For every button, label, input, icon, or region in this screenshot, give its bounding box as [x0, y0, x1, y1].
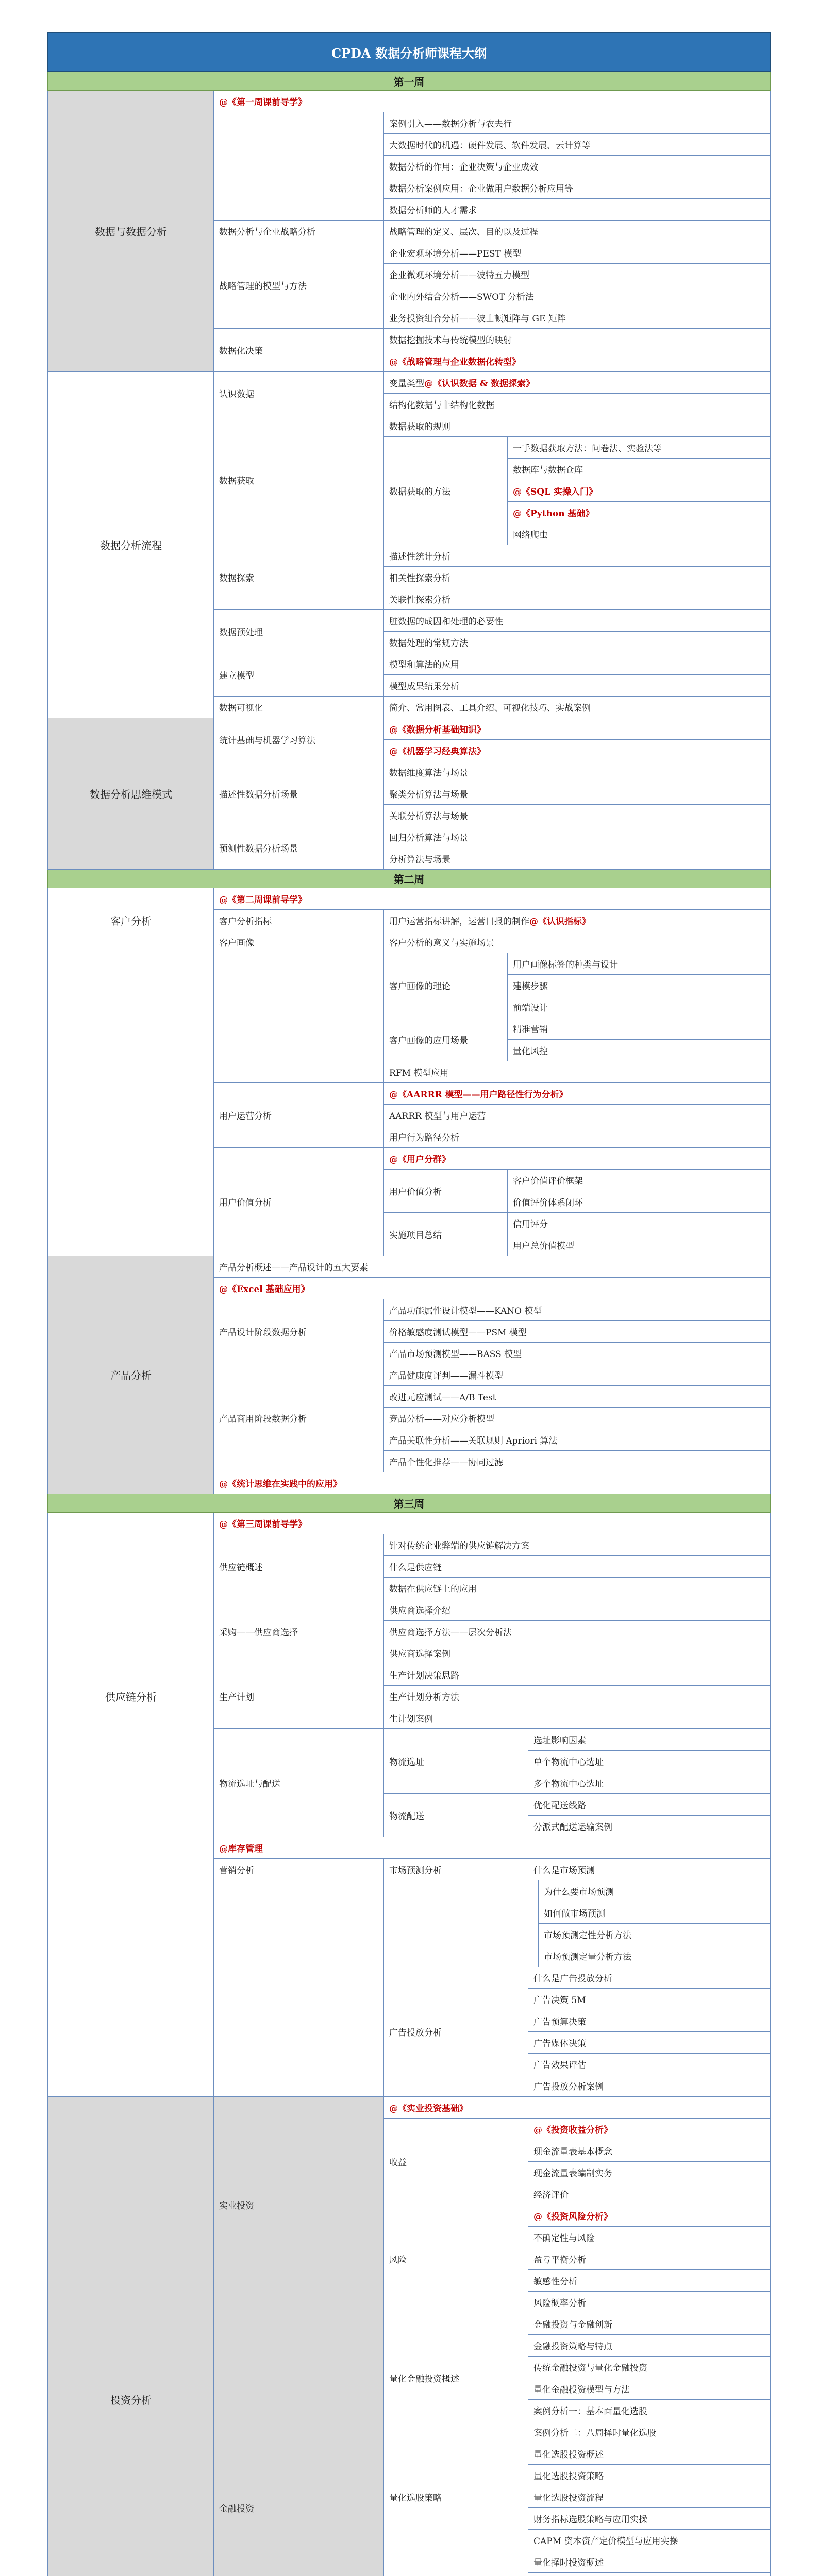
topic-item: 产品健康度评判——漏斗模型	[389, 1371, 503, 1381]
sub-topic: 数据化决策	[214, 329, 384, 372]
topic-item: 价值评价体系闭环	[513, 1198, 583, 1208]
topic-item: 供应商选择方法——层次分析法	[389, 1628, 512, 1638]
sub-topic: 用户运营分析	[214, 1083, 384, 1148]
topic-item: 优化配送线路	[533, 1801, 586, 1811]
method-label: 市场预测分析	[384, 1859, 528, 1880]
sub-topic: 统计基础与机器学习算法	[214, 718, 384, 761]
sub-topic: 采购——供应商选择	[214, 1599, 384, 1664]
sub-topic: 营销分析	[214, 1859, 384, 1880]
topic-item: 数据挖掘技术与传统模型的映射	[389, 335, 512, 346]
course-link: @《AARRR 模型——用户路径性行为分析》	[389, 1090, 568, 1100]
course-link: @《SQL 实操入门》	[513, 487, 597, 497]
sub-topic: 数据探索	[214, 545, 384, 610]
method-label: 广告投放分析	[384, 1967, 528, 2097]
topic-item: 客户价值评价框架	[513, 1176, 583, 1187]
sub-topic: 物流选址与配送	[214, 1729, 384, 1837]
topic-item: 案例分析二：八周择时量化选股	[533, 2428, 656, 2438]
method-label: 收益	[384, 2119, 528, 2205]
topic-item: 产品关联性分析——关联规则 Apriori 算法	[389, 1436, 558, 1446]
method-label: 量化金融投资概述	[384, 2313, 528, 2443]
topic-item: 业务投资组合分析——波士顿矩阵与 GE 矩阵	[389, 314, 566, 324]
topic-item: 产品功能属性设计模型——KANO 模型	[389, 1306, 542, 1316]
sub-topic: 实业投资	[214, 2097, 384, 2313]
topic-item: 竞品分析——对应分析模型	[389, 1414, 494, 1425]
topic-item: 数据在供应链上的应用	[389, 1584, 477, 1595]
topic-item: 如何做市场预测	[544, 1909, 605, 1919]
topic-item: 供应商选择案例	[389, 1649, 450, 1659]
topic-item: 单个物流中心选址	[533, 1757, 604, 1768]
topic-item: 多个物流中心选址	[533, 1779, 604, 1789]
topic-item	[384, 910, 770, 931]
topic-item: 简介、常用图表、工具介绍、可视化技巧、实战案例	[389, 703, 591, 714]
topic-item: 关联性探索分析	[389, 595, 450, 605]
topic-item: 一手数据获取方法：问卷法、实验法等	[513, 444, 662, 454]
page-title: CPDA 数据分析师课程大纲	[47, 32, 771, 72]
method-label: 客户画像的应用场景	[384, 1018, 508, 1061]
sub-topic: 产品商用阶段数据分析	[214, 1364, 384, 1472]
week-header: 第一周	[47, 72, 771, 91]
topic-item: 生产计划决策思路	[389, 1671, 459, 1681]
topic-item: 企业宏观环境分析——PEST 模型	[389, 249, 522, 259]
sub-topic: 客户画像	[214, 931, 384, 953]
topic-item: 数据分析师的人才需求	[389, 206, 477, 216]
topic-item: 数据分析的作用：企业决策与企业成效	[389, 162, 538, 173]
method-label: 客户画像的理论	[384, 953, 508, 1018]
module-spacer	[48, 1880, 214, 2097]
topic-item: 用户总价值模型	[513, 1241, 574, 1251]
guide-link: @《第一周课前导学》	[219, 97, 307, 108]
week-header: 第三周	[47, 1494, 771, 1513]
module-block	[47, 1513, 771, 1880]
topic-item: 数据处理的常规方法	[389, 638, 468, 649]
course-link: @《投资收益分析》	[533, 2125, 612, 2136]
topic-item: 金融投资策略与特点	[533, 2342, 612, 2352]
topic-item: 相关性探索分析	[389, 573, 450, 584]
topic-item: 模型成果结果分析	[389, 682, 459, 692]
week-header: 第二周	[47, 870, 771, 888]
topic-item: 模型和算法的应用	[389, 660, 459, 670]
course-link: @《机器学习经典算法》	[389, 747, 486, 757]
course-link: @《认识数据 & 数据探索》	[424, 379, 535, 389]
sub-topic: 数据可视化	[214, 697, 384, 718]
topic-item: 广告投放分析案例	[533, 2082, 604, 2092]
topic-item: 量化风控	[513, 1046, 548, 1057]
topic-item: 企业内外结合分析——SWOT 分析法	[389, 292, 534, 302]
module-spacer	[48, 953, 214, 1256]
sub-topic: 生产计划	[214, 1664, 384, 1729]
sub-topic	[214, 112, 384, 221]
topic-item: 数据库与数据仓库	[513, 465, 583, 476]
course-link: @库存管理	[219, 1844, 263, 1854]
topic-item: AARRR 模型与用户运营	[389, 1111, 486, 1122]
course-link: @《认识指标》	[529, 917, 591, 927]
topic-item: 关联分析算法与场景	[389, 811, 468, 822]
method-label: 物流选址	[384, 1729, 528, 1794]
topic-item: 经济评价	[533, 2190, 569, 2200]
topic-item: 分派式配送运输案例	[533, 1822, 612, 1833]
topic-item: 财务指标选股策略与应用实操	[533, 2515, 647, 2525]
topic-item: 量化金融投资模型与方法	[533, 2385, 630, 2395]
topic-item: 精准营销	[513, 1025, 548, 1035]
module-block	[47, 888, 771, 953]
topic-item: 不确定性与风险	[533, 2233, 595, 2244]
module-title: 产品分析	[48, 1256, 214, 1494]
topic-item: 量化选股投资流程	[533, 2493, 604, 2503]
topic-item: 现金流量表基本概念	[533, 2147, 612, 2157]
topic-item: 量化选股投资策略	[533, 2471, 604, 2482]
topic-item: 为什么要市场预测	[544, 1887, 614, 1897]
sub-topic: 预测性数据分析场景	[214, 826, 384, 870]
module-title: 数据分析流程	[48, 372, 214, 718]
module-title: 数据分析思维模式	[48, 718, 214, 870]
course-link: @《数据分析基础知识》	[389, 725, 486, 735]
course-link: @《统计思维在实践中的应用》	[219, 1479, 342, 1489]
topic-item: 聚类分析算法与场景	[389, 790, 468, 800]
module-block	[47, 1256, 771, 1494]
module-block	[47, 372, 771, 718]
sub-topic: 描述性数据分析场景	[214, 761, 384, 826]
topic-item: 建模步骤	[513, 981, 548, 992]
item-text: 用户运营指标讲解，运营日报的制作	[389, 917, 529, 927]
module-title: 供应链分析	[48, 1513, 214, 1880]
topic-item: 回归分析算法与场景	[389, 833, 468, 843]
topic-item: 广告媒体决策	[533, 2039, 586, 2049]
topic-item: 大数据时代的机遇：硬件发展、软件发展、云计算等	[389, 141, 591, 151]
topic-item: 数据获取的规则	[389, 422, 450, 432]
course-link: @《战略管理与企业数据化转型》	[389, 357, 521, 367]
method-label: 数据获取的方法	[384, 437, 508, 545]
topic-item: 客户分析的意义与实施场景	[389, 938, 494, 948]
topic-item: 什么是供应链	[389, 1563, 442, 1573]
topic-item: 企业微观环境分析——波特五力模型	[389, 270, 529, 281]
module-title: 投资分析	[48, 2097, 214, 2576]
topic-item: 数据分析案例应用：企业做用户数据分析应用等	[389, 184, 573, 194]
topic-item: 选址影响因素	[533, 1736, 586, 1746]
topic-item	[384, 372, 770, 393]
topic-item: RFM 模型应用	[389, 1068, 449, 1078]
topic-item: 现金流量表编制实务	[533, 2168, 612, 2179]
module-block	[47, 91, 771, 372]
method-label: 实施项目总结	[384, 1213, 508, 1256]
outline-sheet	[47, 32, 771, 2576]
sub-topic: 认识数据	[214, 372, 384, 415]
topic-item: 什么是广告投放分析	[533, 1974, 612, 1984]
sub-topic: 数据获取	[214, 415, 384, 545]
module-block	[47, 953, 771, 1256]
topic-item: 改进元应测试——A/B Test	[389, 1393, 496, 1403]
topic-item: 产品市场预测模型——BASS 模型	[389, 1349, 522, 1360]
topic-item: 量化选股投资概述	[533, 2450, 604, 2460]
sub-topic: 建立模型	[214, 653, 384, 697]
module-title: 数据与数据分析	[48, 91, 214, 372]
topic-item: 传统金融投资与量化金融投资	[533, 2363, 647, 2374]
topic-item: 用户行为路径分析	[389, 1133, 459, 1143]
topic-item: 网络爬虫	[513, 530, 548, 540]
topic-item: CAPM 资本资产定价模型与应用实操	[533, 2536, 678, 2547]
topic-item: 案例分析一：基本面量化选股	[533, 2406, 647, 2417]
topic-item: 针对传统企业弊端的供应链解决方案	[389, 1541, 529, 1551]
topic-item: 产品个性化推荐——协同过滤	[389, 1458, 503, 1468]
module-block	[47, 2097, 771, 2576]
sub-topic: 产品设计阶段数据分析	[214, 1299, 384, 1364]
method-label: 物流配送	[384, 1794, 528, 1837]
topic-item: 案例引入——数据分析与农夫行	[389, 119, 512, 129]
guide-link: @《第二周课前导学》	[219, 895, 307, 905]
course-link: @《Python 基础》	[513, 509, 594, 519]
topic-item: 盈亏平衡分析	[533, 2255, 586, 2265]
course-link: @《实业投资基础》	[389, 2104, 468, 2114]
method-label: 量化选股策略	[384, 2443, 528, 2551]
topic-item: 广告决策 5M	[533, 1995, 586, 2006]
topic-item: 生产计划分析方法	[389, 1692, 459, 1703]
topic-item: 市场预测定性分析方法	[544, 1930, 631, 1941]
topic-item: 产品分析概述——产品设计的五大要素	[219, 1263, 368, 1273]
sub-topic: 战略管理的模型与方法	[214, 242, 384, 329]
sub-topic	[214, 953, 384, 1083]
topic-item: 量化择时投资概述	[533, 2558, 604, 2568]
topic-item: 敏感性分析	[533, 2277, 577, 2287]
module-block	[47, 718, 771, 870]
topic-item: 分析算法与场景	[389, 855, 450, 865]
topic-item	[528, 2573, 770, 2576]
topic-item: 生计划案例	[389, 1714, 433, 1724]
course-link: @《用户分群》	[389, 1155, 450, 1165]
sub-topic: 数据预处理	[214, 610, 384, 653]
module-block	[47, 1880, 771, 2097]
sub-topic	[214, 1880, 384, 2097]
topic-item: 什么是市场预测	[533, 1866, 595, 1876]
sub-topic: 金融投资	[214, 2313, 384, 2576]
item-text: 变量类型	[389, 379, 424, 389]
topic-item: 结构化数据与非结构化数据	[389, 400, 494, 411]
topic-item: 前端设计	[513, 1003, 548, 1013]
topic-item: 金融投资与金融创新	[533, 2320, 612, 2330]
course-link: @《投资风险分析》	[533, 2212, 612, 2222]
topic-item: 用户画像标签的种类与设计	[513, 960, 618, 970]
guide-link: @《第三周课前导学》	[219, 1519, 307, 1530]
method-label: 风险	[384, 2205, 528, 2313]
method-label: 用户价值分析	[384, 1170, 508, 1213]
topic-item: 战略管理的定义、层次、目的以及过程	[389, 227, 538, 238]
sub-topic: 用户价值分析	[214, 1148, 384, 1256]
sub-topic: 数据分析与企业战略分析	[214, 221, 384, 242]
topic-item: 供应商选择介绍	[389, 1606, 450, 1616]
sub-topic: 客户分析指标	[214, 910, 384, 931]
topic-item: 广告预算决策	[533, 2017, 586, 2027]
topic-item: 信用评分	[513, 1219, 548, 1230]
module-title: 客户分析	[48, 888, 214, 953]
topic-item: 价格敏感度测试模型——PSM 模型	[389, 1328, 527, 1338]
method-label	[384, 1880, 539, 1967]
topic-item: 数据维度算法与场景	[389, 768, 468, 778]
course-link: @《Excel 基础应用》	[219, 1284, 310, 1295]
topic-item: 风险概率分析	[533, 2298, 586, 2309]
topic-item: 市场预测定量分析方法	[544, 1952, 631, 1962]
sub-topic: 供应链概述	[214, 1534, 384, 1599]
topic-item: 描述性统计分析	[389, 552, 450, 562]
method-label	[384, 2551, 528, 2576]
topic-item: 脏数据的成因和处理的必要性	[389, 617, 503, 627]
topic-item: 广告效果评估	[533, 2060, 586, 2071]
